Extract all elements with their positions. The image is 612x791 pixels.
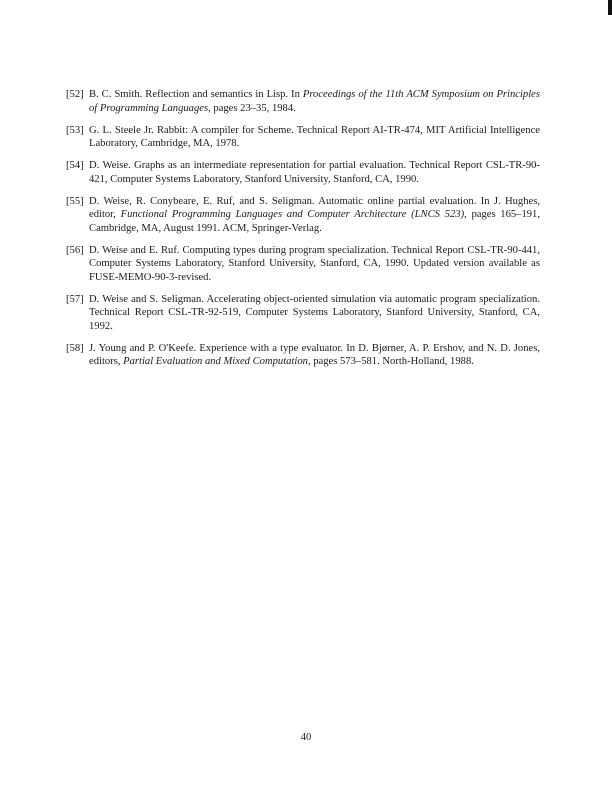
reference-entry <box>66 244 540 285</box>
reference-text: D. Weise and S. Seligman. Accelerating object-oriented simulation via automatic program specialization. Technical Report CSL-TR-92-519, Computer Systems Laboratory, Stanford University, Stanford, CA, 1992. <box>89 293 540 332</box>
reference-venue: Functional Programming Languages and Computer Architecture (LNCS 523) <box>120 209 465 220</box>
reference-text-tail: , pages 23–35, 1984. <box>208 102 296 114</box>
reference-entry <box>66 342 540 369</box>
reference-text: B. C. Smith. Reflection and semantics in Lisp. In <box>89 89 303 100</box>
reference-number: [58] <box>66 342 84 354</box>
reference-number: [56] <box>66 244 84 256</box>
bibliography <box>66 88 540 377</box>
reference-entry <box>66 293 540 334</box>
reference-text-tail: , pages 165–191, Cambridge, MA, August 1991. ACM, Springer-Verlag. <box>89 209 540 234</box>
reference-text: D. Weise, R. Conybeare, E. Ruf, and S. Seligman. Automatic online partial evaluation. In J. Hughes, editor, <box>89 195 540 220</box>
reference-number: [53] <box>66 124 84 136</box>
reference-entry <box>66 88 540 115</box>
reference-entry <box>66 159 540 186</box>
reference-text: G. L. Steele Jr. Rabbit: A compiler for Scheme. Technical Report AI-TR-474, MIT Artificial Intelligence Laboratory, Cambridge, MA, 1978. <box>89 124 540 149</box>
reference-number: [57] <box>66 293 84 305</box>
reference-number: [52] <box>66 89 84 100</box>
reference-venue: Partial Evaluation and Mixed Computation <box>123 356 308 367</box>
reference-text: D. Weise. Graphs as an intermediate representation for partial evaluation. Technical Report CSL-TR-90-421, Computer Systems Laboratory, Stanford University, Stanford, CA, 1990. <box>89 160 540 185</box>
reference-venue: Proceedings of the 11th ACM Symposium on Principles of Programming Languages <box>89 89 540 114</box>
reference-number: [55] <box>66 195 84 207</box>
page-number: 40 <box>300 732 312 743</box>
corner-mark <box>608 0 612 15</box>
reference-text: D. Weise and E. Ruf. Computing types during program specialization. Technical Report CSL-TR-90-441, Computer Systems Laboratory, Stanford University, Stanford, CA, 1990. Updated version available as FUSE-MEMO-90-3-revised. <box>89 244 540 283</box>
reference-text: J. Young and P. O'Keefe. Experience with a type evaluator. In D. Bjørner, A. P. Ershov, and N. D. Jones, editors, <box>89 342 540 367</box>
reference-entry <box>66 195 540 236</box>
reference-entry <box>66 124 540 151</box>
reference-number: [54] <box>66 160 84 171</box>
reference-text-tail: , pages 573–581. North-Holland, 1988. <box>307 356 474 367</box>
